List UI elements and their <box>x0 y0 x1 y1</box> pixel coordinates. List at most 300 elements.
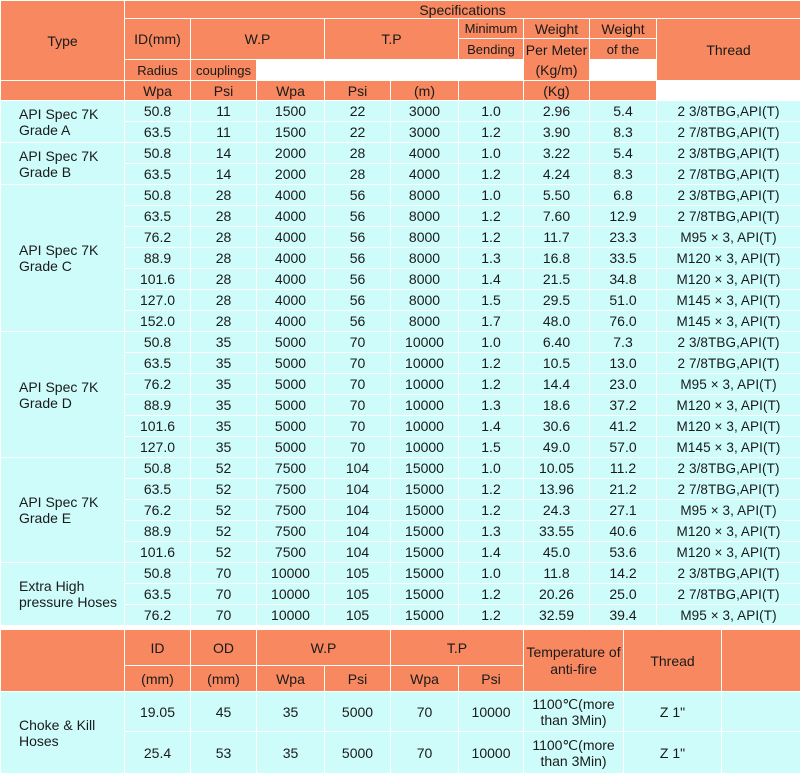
psi-cell: 1500 <box>257 122 325 143</box>
weight-meter-header-unit: (Kg/m) <box>535 61 578 78</box>
radius-cell: 1.4 <box>459 416 524 437</box>
bending-header-line2: Bending <box>459 39 524 60</box>
thread-cell: 2 7/8TBG,API(T) <box>657 479 800 500</box>
bending-unit-header: (m) <box>391 81 459 101</box>
psi-cell: 10000 <box>257 563 325 584</box>
weight-meter-cell: 14.4 <box>524 374 590 395</box>
thread-cell: 2 3/8TBG,API(T) <box>657 332 800 353</box>
wpa-cell: 28 <box>191 311 257 332</box>
id-cell: 127.0 <box>125 437 191 458</box>
radius-cell: 1.2 <box>459 164 524 185</box>
choke-temperature-cell: 1100℃(more than 3Min) <box>524 692 624 732</box>
weight-coupling-cell: 27.1 <box>590 500 657 521</box>
tpa-cell: 70 <box>325 374 391 395</box>
psi-cell: 7500 <box>257 500 325 521</box>
weight-coupling-cell: 41.2 <box>590 416 657 437</box>
table-row <box>1 185 800 206</box>
id-unit-header <box>1 81 125 101</box>
weight-coupling-cell: 39.4 <box>590 605 657 626</box>
tpsi-cell: 8000 <box>391 311 459 332</box>
choke-od-unit: (mm) <box>191 666 257 692</box>
wpa-cell: 28 <box>191 185 257 206</box>
id-cell: 101.6 <box>125 542 191 563</box>
weight-coupling-cell: 51.0 <box>590 290 657 311</box>
table-row <box>1 692 800 732</box>
tpsi-cell: 8000 <box>391 248 459 269</box>
id-cell: 63.5 <box>125 122 191 143</box>
tpsi-cell: 10000 <box>391 395 459 416</box>
thread-cell: 2 3/8TBG,API(T) <box>657 143 800 164</box>
wpa-cell: 14 <box>191 164 257 185</box>
wp-header: W.P <box>191 19 325 60</box>
radius-cell: 1.3 <box>459 248 524 269</box>
tpa-cell: 70 <box>325 416 391 437</box>
weight-coupling-cell: 25.0 <box>590 584 657 605</box>
choke-extra-cell <box>722 692 800 732</box>
psi-cell: 10000 <box>257 605 325 626</box>
wpa-cell: 28 <box>191 269 257 290</box>
tp-header: T.P <box>325 19 459 60</box>
tpa-cell: 56 <box>325 311 391 332</box>
weight-meter-cell: 16.8 <box>524 248 590 269</box>
choke-type-header <box>1 630 125 692</box>
wpa-cell: 52 <box>191 542 257 563</box>
specifications-body <box>1 101 800 626</box>
wpa-cell: 28 <box>191 248 257 269</box>
choke-kill-table <box>0 629 800 774</box>
wpa-cell: 70 <box>191 563 257 584</box>
radius-cell: 1.7 <box>459 311 524 332</box>
tpsi-cell: 3000 <box>391 122 459 143</box>
bending-header-line1: Minimum <box>459 19 524 39</box>
psi-cell: 2000 <box>257 143 325 164</box>
radius-cell: 1.0 <box>459 185 524 206</box>
tpa-cell: 56 <box>325 206 391 227</box>
radius-cell: 1.0 <box>459 143 524 164</box>
weight-meter-cell: 10.05 <box>524 458 590 479</box>
tpsi-cell: 15000 <box>391 500 459 521</box>
id-cell: 101.6 <box>125 416 191 437</box>
choke-tp-psi: Psi <box>459 666 524 692</box>
wp-wpa-header: Wpa <box>125 81 191 101</box>
weight-meter-unit-spacer <box>459 81 524 101</box>
choke-thread-cell: Z 1" <box>624 692 722 732</box>
weight-coupling-cell: 33.5 <box>590 248 657 269</box>
wpa-cell: 28 <box>191 227 257 248</box>
choke-tpsi-cell: 10000 <box>459 732 524 774</box>
weight-coupling-cell: 76.0 <box>590 311 657 332</box>
type-group-cell: API Spec 7K Grade D <box>1 332 125 458</box>
radius-cell: 1.0 <box>459 332 524 353</box>
tpsi-cell: 4000 <box>391 143 459 164</box>
type-group-cell: Extra High pressure Hoses <box>1 563 125 626</box>
psi-cell: 4000 <box>257 248 325 269</box>
id-cell: 50.8 <box>125 143 191 164</box>
table-row <box>1 101 800 122</box>
tpa-cell: 56 <box>325 185 391 206</box>
weight-coupling-cell: 23.3 <box>590 227 657 248</box>
thread-cell: M95 × 3, API(T) <box>657 605 800 626</box>
wpa-cell: 35 <box>191 353 257 374</box>
id-header: ID(mm) <box>125 19 191 60</box>
wpa-cell: 35 <box>191 416 257 437</box>
thread-cell: 2 3/8TBG,API(T) <box>657 185 800 206</box>
wpa-cell: 52 <box>191 521 257 542</box>
weight-coupling-cell: 23.0 <box>590 374 657 395</box>
tpsi-cell: 3000 <box>391 101 459 122</box>
tpsi-cell: 8000 <box>391 185 459 206</box>
psi-cell: 4000 <box>257 269 325 290</box>
radius-cell: 1.5 <box>459 437 524 458</box>
tpa-cell: 56 <box>325 269 391 290</box>
weight-coupling-cell: 14.2 <box>590 563 657 584</box>
thread-cell: M120 × 3, API(T) <box>657 395 800 416</box>
choke-id-header: ID <box>125 630 191 666</box>
radius-cell: 1.0 <box>459 458 524 479</box>
thread-cell: 2 3/8TBG,API(T) <box>657 563 800 584</box>
tpsi-cell: 15000 <box>391 542 459 563</box>
choke-psi-cell: 5000 <box>325 732 391 774</box>
weight-coupling-cell: 6.8 <box>590 185 657 206</box>
choke-temp-header-text: Temperature of anti-fire <box>526 643 621 677</box>
weight-coupling-cell: 34.8 <box>590 269 657 290</box>
psi-cell: 5000 <box>257 437 325 458</box>
weight-meter-cell: 30.6 <box>524 416 590 437</box>
weight-coupling-header-line1: Weight <box>590 19 657 39</box>
thread-cell: 2 7/8TBG,API(T) <box>657 164 800 185</box>
choke-kill-body <box>1 692 800 774</box>
weight-meter-cell: 20.26 <box>524 584 590 605</box>
id-cell: 152.0 <box>125 311 191 332</box>
thread-cell: 2 7/8TBG,API(T) <box>657 353 800 374</box>
tpsi-cell: 10000 <box>391 437 459 458</box>
weight-coupling-cell: 13.0 <box>590 353 657 374</box>
weight-coupling-cell: 37.2 <box>590 395 657 416</box>
weight-meter-cell: 24.3 <box>524 500 590 521</box>
radius-cell: 1.2 <box>459 206 524 227</box>
wpa-cell: 11 <box>191 101 257 122</box>
tpsi-cell: 4000 <box>391 164 459 185</box>
thread-cell: 2 7/8TBG,API(T) <box>657 584 800 605</box>
weight-meter-cell: 13.96 <box>524 479 590 500</box>
radius-cell: 1.2 <box>459 479 524 500</box>
weight-meter-header-line23 <box>524 39 590 81</box>
choke-tp-header: T.P <box>391 630 524 666</box>
tpsi-cell: 15000 <box>391 584 459 605</box>
wp-psi-header: Psi <box>191 81 257 101</box>
weight-coupling-cell: 53.6 <box>590 542 657 563</box>
tpsi-cell: 15000 <box>391 458 459 479</box>
id-cell: 63.5 <box>125 479 191 500</box>
wpa-cell: 35 <box>191 332 257 353</box>
weight-meter-cell: 21.5 <box>524 269 590 290</box>
weight-meter-cell: 11.7 <box>524 227 590 248</box>
choke-temp-header <box>524 630 624 692</box>
weight-coupling-unit-header: (Kg) <box>524 81 590 101</box>
weight-meter-cell: 4.24 <box>524 164 590 185</box>
psi-cell: 1500 <box>257 101 325 122</box>
id-cell: 76.2 <box>125 227 191 248</box>
tpa-cell: 56 <box>325 290 391 311</box>
radius-cell: 1.3 <box>459 395 524 416</box>
choke-wpa-cell: 35 <box>257 692 325 732</box>
tpsi-cell: 10000 <box>391 353 459 374</box>
tpa-cell: 22 <box>325 122 391 143</box>
id-cell: 50.8 <box>125 332 191 353</box>
weight-coupling-cell: 5.4 <box>590 143 657 164</box>
psi-cell: 4000 <box>257 206 325 227</box>
id-cell: 63.5 <box>125 206 191 227</box>
weight-meter-cell: 6.40 <box>524 332 590 353</box>
choke-temperature-cell: 1100℃(more than 3Min) <box>524 732 624 774</box>
table-row <box>1 458 800 479</box>
tpa-cell: 104 <box>325 521 391 542</box>
psi-cell: 4000 <box>257 227 325 248</box>
thread-cell: M120 × 3, API(T) <box>657 542 800 563</box>
choke-wpa-cell: 35 <box>257 732 325 774</box>
weight-coupling-cell: 8.3 <box>590 122 657 143</box>
tpa-cell: 56 <box>325 227 391 248</box>
id-cell: 63.5 <box>125 584 191 605</box>
id-cell: 101.6 <box>125 269 191 290</box>
radius-cell: 1.2 <box>459 122 524 143</box>
thread-cell: 2 3/8TBG,API(T) <box>657 458 800 479</box>
id-cell: 88.9 <box>125 395 191 416</box>
id-cell: 88.9 <box>125 521 191 542</box>
tpa-cell: 70 <box>325 353 391 374</box>
wpa-cell: 35 <box>191 437 257 458</box>
thread-cell: M120 × 3, API(T) <box>657 521 800 542</box>
psi-cell: 5000 <box>257 416 325 437</box>
weight-meter-cell: 7.60 <box>524 206 590 227</box>
weight-coupling-cell: 12.9 <box>590 206 657 227</box>
choke-wp-psi: Psi <box>325 666 391 692</box>
psi-cell: 7500 <box>257 521 325 542</box>
bending-header-line3: Radius <box>125 60 191 81</box>
weight-coupling-cell: 21.2 <box>590 479 657 500</box>
tpa-cell: 28 <box>325 164 391 185</box>
wpa-cell: 52 <box>191 458 257 479</box>
choke-id-unit: (mm) <box>125 666 191 692</box>
tp-psi-header: Psi <box>325 81 391 101</box>
type-group-cell: API Spec 7K Grade B <box>1 143 125 185</box>
weight-coupling-cell: 40.6 <box>590 521 657 542</box>
id-cell: 127.0 <box>125 290 191 311</box>
thread-cell: M95 × 3, API(T) <box>657 374 800 395</box>
radius-cell: 1.0 <box>459 563 524 584</box>
wpa-cell: 35 <box>191 374 257 395</box>
radius-cell: 1.0 <box>459 101 524 122</box>
tpsi-cell: 8000 <box>391 269 459 290</box>
weight-meter-cell: 48.0 <box>524 311 590 332</box>
radius-cell: 1.2 <box>459 584 524 605</box>
psi-cell: 4000 <box>257 311 325 332</box>
tpsi-cell: 10000 <box>391 416 459 437</box>
choke-thread-cell: Z 1" <box>624 732 722 774</box>
choke-od-cell: 45 <box>191 692 257 732</box>
psi-cell: 7500 <box>257 479 325 500</box>
weight-meter-header-line2: Per Meter <box>525 41 588 58</box>
thread-cell: M145 × 3, API(T) <box>657 290 800 311</box>
tpa-cell: 56 <box>325 248 391 269</box>
weight-coupling-cell: 5.4 <box>590 101 657 122</box>
choke-extra-cell <box>722 732 800 774</box>
thread-cell: M120 × 3, API(T) <box>657 248 800 269</box>
weight-meter-cell: 29.5 <box>524 290 590 311</box>
thread-cell: M120 × 3, API(T) <box>657 416 800 437</box>
psi-cell: 10000 <box>257 584 325 605</box>
table-row <box>1 143 800 164</box>
wpa-cell: 14 <box>191 143 257 164</box>
weight-meter-cell: 49.0 <box>524 437 590 458</box>
weight-meter-cell: 10.5 <box>524 353 590 374</box>
tpa-cell: 104 <box>325 479 391 500</box>
weight-coupling-cell: 7.3 <box>590 332 657 353</box>
weight-meter-cell: 5.50 <box>524 185 590 206</box>
id-cell: 50.8 <box>125 101 191 122</box>
id-cell: 76.2 <box>125 605 191 626</box>
weight-meter-cell: 2.96 <box>524 101 590 122</box>
thread-cell: M95 × 3, API(T) <box>657 500 800 521</box>
choke-tp-wpa: Wpa <box>391 666 459 692</box>
tpsi-cell: 8000 <box>391 290 459 311</box>
weight-coupling-cell: 57.0 <box>590 437 657 458</box>
tpa-cell: 105 <box>325 563 391 584</box>
id-cell: 63.5 <box>125 353 191 374</box>
wpa-cell: 70 <box>191 605 257 626</box>
tpsi-cell: 8000 <box>391 206 459 227</box>
tpa-cell: 104 <box>325 542 391 563</box>
choke-extra-header <box>722 630 800 692</box>
choke-thread-header: Thread <box>624 630 722 692</box>
table-row <box>1 563 800 584</box>
tpa-cell: 28 <box>325 143 391 164</box>
type-group-cell: API Spec 7K Grade E <box>1 458 125 563</box>
wpa-cell: 35 <box>191 395 257 416</box>
wpa-cell: 52 <box>191 479 257 500</box>
thread-cell: 2 3/8TBG,API(T) <box>657 101 800 122</box>
type-header: Type <box>1 1 125 81</box>
tpsi-cell: 15000 <box>391 479 459 500</box>
tpa-cell: 70 <box>325 395 391 416</box>
radius-cell: 1.2 <box>459 500 524 521</box>
thread-header: Thread <box>657 19 800 81</box>
thread-cell: M145 × 3, API(T) <box>657 437 800 458</box>
id-cell: 63.5 <box>125 164 191 185</box>
weight-coupling-cell: 11.2 <box>590 458 657 479</box>
wpa-cell: 52 <box>191 500 257 521</box>
wpa-cell: 28 <box>191 290 257 311</box>
psi-cell: 2000 <box>257 164 325 185</box>
tpsi-cell: 10000 <box>391 374 459 395</box>
weight-meter-cell: 45.0 <box>524 542 590 563</box>
weight-meter-cell: 18.6 <box>524 395 590 416</box>
tpsi-cell: 8000 <box>391 227 459 248</box>
choke-wp-header: W.P <box>257 630 391 666</box>
psi-cell: 5000 <box>257 332 325 353</box>
weight-coupling-cell: 8.3 <box>590 164 657 185</box>
choke-wp-wpa: Wpa <box>257 666 325 692</box>
id-cell: 50.8 <box>125 563 191 584</box>
id-cell: 88.9 <box>125 248 191 269</box>
psi-cell: 4000 <box>257 290 325 311</box>
choke-tpa-cell: 70 <box>391 732 459 774</box>
weight-coupling-header-line2: of the <box>590 39 657 60</box>
weight-meter-cell: 33.55 <box>524 521 590 542</box>
choke-tpsi-cell: 10000 <box>459 692 524 732</box>
radius-cell: 1.3 <box>459 521 524 542</box>
tpa-cell: 105 <box>325 584 391 605</box>
tpsi-cell: 15000 <box>391 605 459 626</box>
thread-cell: 2 7/8TBG,API(T) <box>657 206 800 227</box>
radius-cell: 1.2 <box>459 353 524 374</box>
choke-id-cell: 25.4 <box>125 732 191 774</box>
tp-wpa-header: Wpa <box>257 81 325 101</box>
psi-cell: 5000 <box>257 374 325 395</box>
psi-cell: 7500 <box>257 458 325 479</box>
choke-od-cell: 53 <box>191 732 257 774</box>
tpa-cell: 104 <box>325 500 391 521</box>
tpsi-cell: 15000 <box>391 563 459 584</box>
thread-cell: M145 × 3, API(T) <box>657 311 800 332</box>
tpa-cell: 22 <box>325 101 391 122</box>
tpa-cell: 70 <box>325 437 391 458</box>
wpa-cell: 11 <box>191 122 257 143</box>
psi-cell: 5000 <box>257 353 325 374</box>
choke-id-cell: 19.05 <box>125 692 191 732</box>
table-row <box>1 332 800 353</box>
thread-unit-spacer <box>590 81 657 101</box>
type-group-cell: API Spec 7K Grade A <box>1 101 125 143</box>
radius-cell: 1.2 <box>459 605 524 626</box>
wpa-cell: 28 <box>191 206 257 227</box>
weight-meter-cell: 11.8 <box>524 563 590 584</box>
thread-cell: 2 7/8TBG,API(T) <box>657 122 800 143</box>
choke-type-cell: Choke & Kill Hoses <box>1 692 125 774</box>
choke-psi-cell: 5000 <box>325 692 391 732</box>
id-cell: 76.2 <box>125 374 191 395</box>
tpa-cell: 105 <box>325 605 391 626</box>
weight-meter-cell: 3.90 <box>524 122 590 143</box>
tpsi-cell: 15000 <box>391 521 459 542</box>
choke-tpa-cell: 70 <box>391 692 459 732</box>
id-cell: 76.2 <box>125 500 191 521</box>
weight-meter-header-line1: Weight <box>524 19 590 39</box>
psi-cell: 4000 <box>257 185 325 206</box>
weight-meter-cell: 3.22 <box>524 143 590 164</box>
specifications-title: Specifications <box>125 1 800 19</box>
choke-od-header: OD <box>191 630 257 666</box>
radius-cell: 1.4 <box>459 269 524 290</box>
psi-cell: 5000 <box>257 395 325 416</box>
radius-cell: 1.5 <box>459 290 524 311</box>
thread-cell: M120 × 3, API(T) <box>657 269 800 290</box>
weight-coupling-header-line3: couplings <box>191 60 257 81</box>
weight-meter-cell: 32.59 <box>524 605 590 626</box>
tpa-cell: 70 <box>325 332 391 353</box>
radius-cell: 1.4 <box>459 542 524 563</box>
radius-cell: 1.2 <box>459 374 524 395</box>
radius-cell: 1.2 <box>459 227 524 248</box>
thread-cell: M95 × 3, API(T) <box>657 227 800 248</box>
id-cell: 50.8 <box>125 458 191 479</box>
wpa-cell: 70 <box>191 584 257 605</box>
type-group-cell: API Spec 7K Grade C <box>1 185 125 332</box>
tpa-cell: 104 <box>325 458 391 479</box>
tpsi-cell: 10000 <box>391 332 459 353</box>
psi-cell: 7500 <box>257 542 325 563</box>
id-cell: 50.8 <box>125 185 191 206</box>
